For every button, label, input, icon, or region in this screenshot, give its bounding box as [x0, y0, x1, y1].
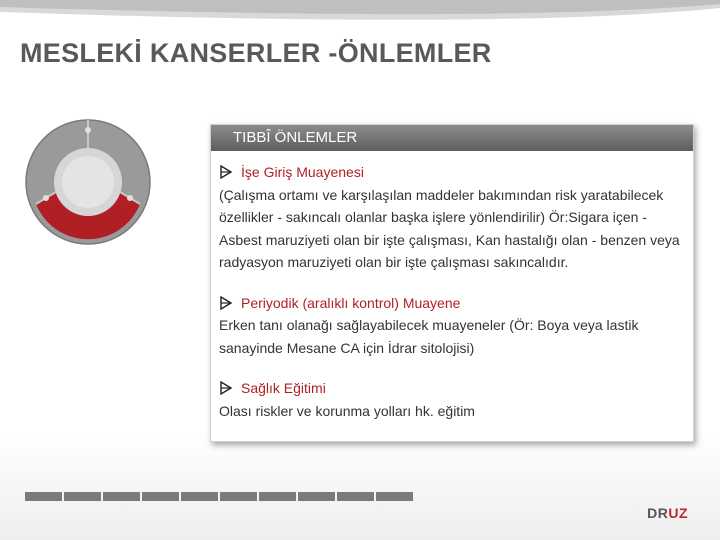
footer-segment [25, 492, 62, 501]
section-heading-text: Sağlık Eğitimi [241, 380, 326, 396]
arrow-bullet-icon [219, 381, 233, 395]
logo-part-dr: DR [647, 505, 669, 521]
slide-title: MESLEKİ KANSERLER -ÖNLEMLER [20, 38, 492, 68]
logo-part-uz: UZ [668, 505, 688, 521]
footer-decorative-bar [25, 492, 415, 501]
footer-segment [259, 492, 296, 501]
panel-body [211, 151, 693, 422]
section-heading-text: İşe Giriş Muayenesi [241, 164, 364, 180]
arrow-bullet-icon [219, 165, 233, 179]
header-swoosh [0, 0, 720, 30]
footer-segment [376, 492, 413, 501]
footer-segment [337, 492, 374, 501]
footer-segment [220, 492, 257, 501]
footer-segment [64, 492, 101, 501]
panel-header: TIBBÎ ÖNLEMLER [211, 125, 693, 151]
section-text: Olası riskler ve korunma yolları hk. eğitim [219, 402, 475, 419]
section-periyodik [219, 292, 685, 360]
footer-segment [298, 492, 335, 501]
section-heading [219, 161, 685, 184]
druz-logo [647, 505, 688, 521]
section-heading [219, 292, 685, 315]
section-heading-text: Periyodik (aralıklı kontrol) Muayene [241, 294, 461, 311]
content-panel [210, 124, 694, 442]
decorative-ring-graphic [24, 118, 152, 246]
section-ise-giris [219, 161, 685, 274]
section-heading [219, 377, 685, 400]
footer-segment [103, 492, 140, 501]
arrow-bullet-icon [219, 296, 233, 310]
section-text: (Çalışma ortamı ve karşılaşılan maddeler bakımından risk yaratabilecek özellikler - sakıncalı olanlar başka işlere yönlendirilir) Ör:Sigara içen - Asbest maruziyeti olan bir işte çalışması, Kan hastalığı olan - benzen veya radyasyon maruziyeti olan bir işte çalışması sakıncalıdır. [219, 186, 680, 270]
footer-segment [181, 492, 218, 501]
section-text: Erken tanı olanağı sağlayabilecek muayeneler (Ör: Boya veya lastik sanayinde Mesane CA için İdrar sitolojisi) [219, 317, 639, 356]
footer-segment [142, 492, 179, 501]
section-saglik-egitimi [219, 377, 685, 422]
